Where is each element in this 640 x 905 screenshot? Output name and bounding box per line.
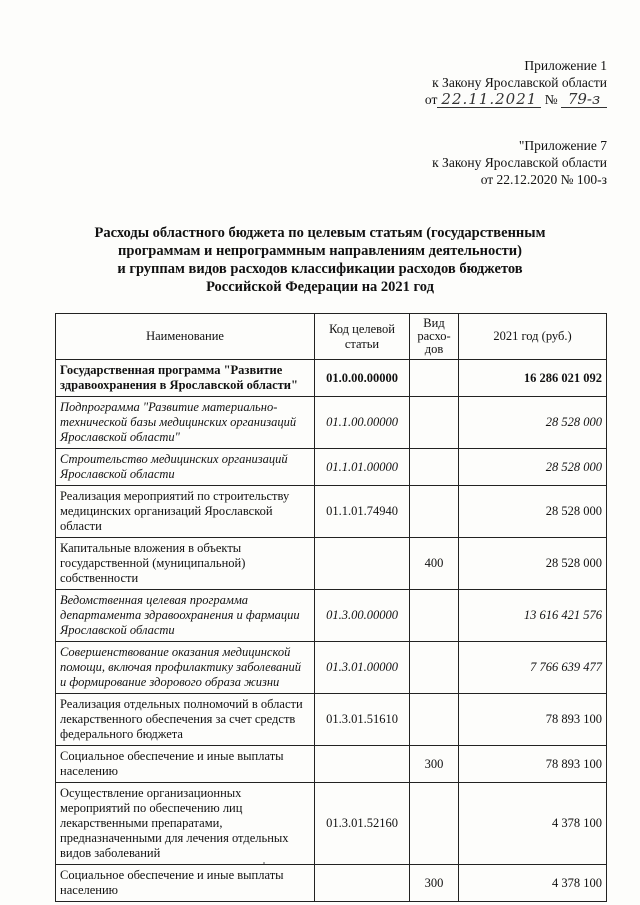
row-name: Социальное обеспечение и иные выплаты населению (56, 746, 315, 783)
row-vid (410, 360, 459, 397)
row-code: 01.1.01.74940 (315, 486, 410, 538)
title-line-2: программам и непрограммным направлениям деятельности) (118, 243, 522, 259)
row-code: 01.1.00.00000 (315, 397, 410, 449)
row-amount: 28 528 000 (459, 397, 607, 449)
row-amount: 16 286 021 092 (459, 360, 607, 397)
appendix-1-title: Приложение 1 (524, 58, 607, 73)
row-name: Реализация мероприятий по строительству медицинских организаций Ярославской области (56, 486, 315, 538)
row-amount: 28 528 000 (459, 449, 607, 486)
row-amount: 78 893 100 (459, 746, 607, 783)
table-row (56, 590, 607, 642)
table-row (56, 694, 607, 746)
table-row (56, 360, 607, 397)
table-row (56, 397, 607, 449)
row-vid (410, 397, 459, 449)
number-sign: № (544, 92, 558, 107)
header-vid: Вид расхо-дов (410, 314, 459, 360)
appendix-7-date: от 22.12.2020 № 100-з (480, 172, 607, 187)
row-vid (410, 486, 459, 538)
row-code: 01.3.01.00000 (315, 642, 410, 694)
row-name: Совершенствование оказания медицинской помощи, включая профилактику заболеваний и формирование здорового образа жизни (56, 642, 315, 694)
row-code: 01.3.01.51610 (315, 694, 410, 746)
row-vid (410, 642, 459, 694)
row-code: 01.3.00.00000 (315, 590, 410, 642)
row-amount: 28 528 000 (459, 538, 607, 590)
table-row (56, 746, 607, 783)
row-vid (410, 449, 459, 486)
row-name: Строительство медицинских организаций Ярославской области (56, 449, 315, 486)
table-row (56, 783, 607, 865)
row-code (315, 865, 410, 902)
appendix-7-block (432, 137, 607, 188)
appendix-1-law: к Закону Ярославской области (432, 75, 607, 90)
appendix-1-date-line (425, 91, 607, 108)
row-name: Осуществление организационных мероприятий по обеспечению лиц лекарственными препаратами, предназначенными для лечения отдельных видов заболеваний (56, 783, 315, 865)
appendix-7-law: к Закону Ярославской области (432, 155, 607, 170)
row-name: Реализация отдельных полномочий в области лекарственного обеспечения за счет средств федерального бюджета (56, 694, 315, 746)
scan-speck (263, 862, 265, 864)
row-name: Социальное обеспечение и иные выплаты населению (56, 865, 315, 902)
header-name: Наименование (56, 314, 315, 360)
row-amount: 4 378 100 (459, 783, 607, 865)
table-header-row (56, 314, 607, 360)
row-amount: 78 893 100 (459, 694, 607, 746)
title-line-3: и группам видов расходов классификации расходов бюджетов (117, 261, 523, 277)
row-amount: 28 528 000 (459, 486, 607, 538)
row-amount: 4 378 100 (459, 865, 607, 902)
row-amount: 7 766 639 477 (459, 642, 607, 694)
from-prefix: от (424, 92, 438, 107)
row-vid: 300 (410, 865, 459, 902)
handwritten-date: 22.11.2021 (437, 92, 541, 108)
title-line-4: Российской Федерации на 2021 год (206, 279, 434, 295)
appendix-1-block (425, 57, 607, 108)
row-vid (410, 590, 459, 642)
header-code: Код целевой статьи (315, 314, 410, 360)
row-amount: 13 616 421 576 (459, 590, 607, 642)
table-row (56, 642, 607, 694)
title-line-1: Расходы областного бюджета по целевым статьям (государственным (94, 225, 546, 241)
row-vid: 300 (410, 746, 459, 783)
table-row (56, 449, 607, 486)
expenses-table (55, 313, 607, 902)
row-name: Подпрограмма "Развитие материально-технической базы медицинских организаций Ярославской области" (56, 397, 315, 449)
row-vid (410, 694, 459, 746)
row-code (315, 538, 410, 590)
row-vid (410, 783, 459, 865)
row-vid: 400 (410, 538, 459, 590)
row-code: 01.1.01.00000 (315, 449, 410, 486)
row-name: Ведомственная целевая программа департамента здравоохранения и фармации Ярославской области (56, 590, 315, 642)
table-row (56, 486, 607, 538)
handwritten-number: 79-з (561, 92, 607, 108)
row-name: Капитальные вложения в объекты государственной (муниципальной) собственности (56, 538, 315, 590)
header-amount: 2021 год (руб.) (459, 314, 607, 360)
row-code: 01.0.00.00000 (315, 360, 410, 397)
document-title (40, 224, 600, 296)
appendix-7-title: "Приложение 7 (518, 138, 607, 153)
row-name: Государственная программа "Развитие здравоохранения в Ярославской области" (56, 360, 315, 397)
row-code (315, 746, 410, 783)
table-row (56, 865, 607, 902)
table-row (56, 538, 607, 590)
row-code: 01.3.01.52160 (315, 783, 410, 865)
